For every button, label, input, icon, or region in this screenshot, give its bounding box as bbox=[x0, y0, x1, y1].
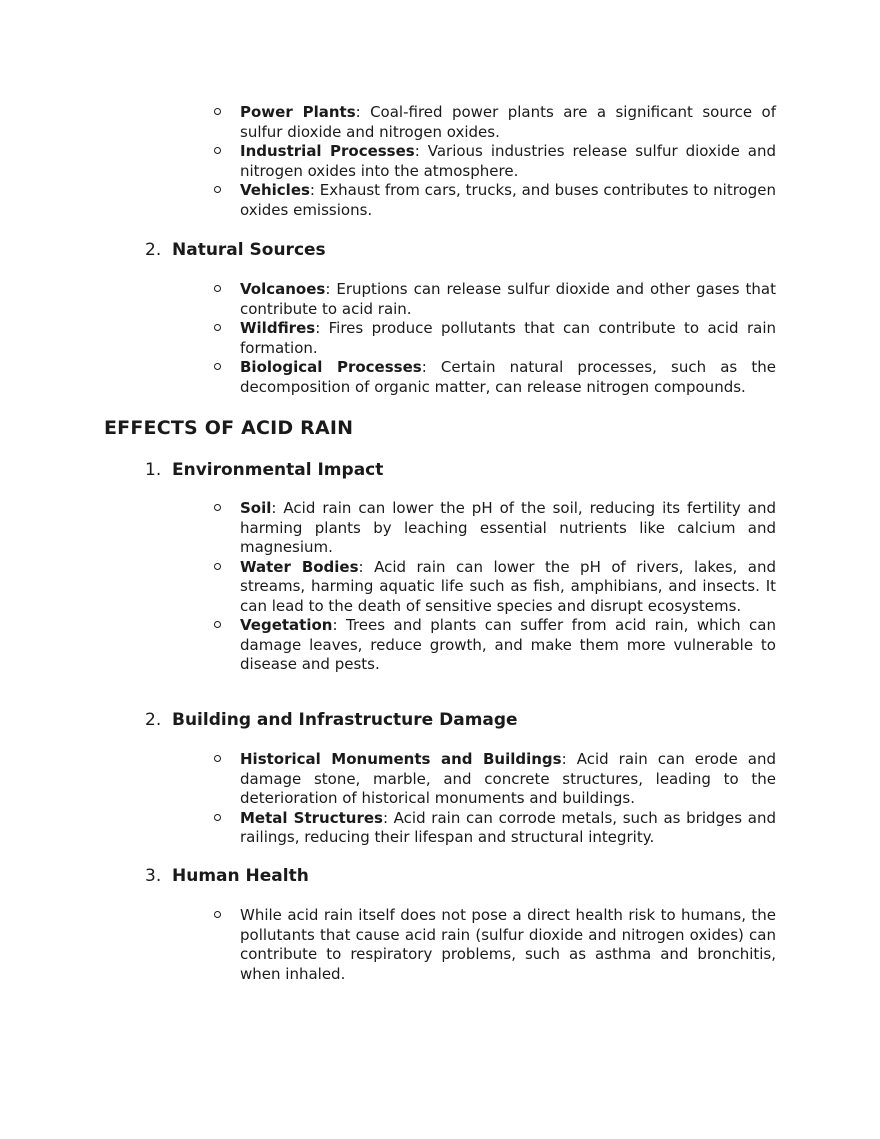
circle-bullet-icon bbox=[214, 319, 221, 339]
circle-bullet-icon bbox=[214, 103, 221, 123]
environmental-impact-list bbox=[212, 499, 776, 675]
heading-title: Building and Infrastructure Damage bbox=[172, 710, 518, 730]
human-health-list bbox=[212, 906, 776, 984]
list-item bbox=[212, 103, 776, 142]
heading-number: 3. bbox=[145, 866, 162, 886]
building-damage-heading bbox=[145, 709, 518, 731]
item-text: : Acid rain can corrode metals, such as bridges and railings, reducing their lifespan and structural integrity. bbox=[240, 808, 776, 846]
heading-title: Environmental Impact bbox=[172, 460, 384, 480]
list-item bbox=[212, 499, 776, 558]
human-health-heading bbox=[145, 865, 309, 887]
item-text: : Coal-fired power plants are a significant source of sulfur dioxide and nitrogen oxides. bbox=[240, 103, 776, 141]
natural-sources-list bbox=[212, 280, 776, 397]
list-item bbox=[212, 142, 776, 181]
list-item bbox=[212, 616, 776, 675]
circle-bullet-icon bbox=[214, 809, 221, 829]
circle-bullet-icon bbox=[214, 906, 221, 926]
list-item bbox=[212, 280, 776, 319]
list-item bbox=[212, 809, 776, 848]
list-item bbox=[212, 558, 776, 617]
item-text: : Acid rain can erode and damage stone, marble, and concrete structures, leading to the deterioration of historical monuments and buildings. bbox=[240, 750, 776, 807]
item-text: : Exhaust from cars, trucks, and buses contributes to nitrogen oxides emissions. bbox=[240, 181, 776, 219]
sources-list bbox=[212, 103, 776, 220]
circle-bullet-icon bbox=[214, 616, 221, 636]
circle-bullet-icon bbox=[214, 181, 221, 201]
heading-number: 2. bbox=[145, 710, 162, 730]
list-item bbox=[212, 181, 776, 220]
list-item bbox=[212, 750, 776, 809]
item-text: : Certain natural processes, such as the decomposition of organic matter, can release nitrogen compounds. bbox=[240, 358, 776, 396]
natural-sources-heading bbox=[145, 239, 326, 261]
circle-bullet-icon bbox=[214, 750, 221, 770]
item-term: Wildfires bbox=[240, 319, 316, 337]
building-damage-list bbox=[212, 750, 776, 848]
heading-number: 1. bbox=[145, 460, 162, 480]
circle-bullet-icon bbox=[214, 558, 221, 578]
heading-title: Human Health bbox=[172, 866, 309, 886]
list-item bbox=[212, 319, 776, 358]
item-text: : Eruptions can release sulfur dioxide and other gases that contribute to acid rain. bbox=[240, 280, 776, 318]
item-text: While acid rain itself does not pose a direct health risk to humans, the pollutants that cause acid rain (sulfur dioxide and nitrogen oxides) can contribute to respiratory problems, such as asthma and bronchitis, when inhaled. bbox=[240, 906, 776, 983]
item-text: : Trees and plants can suffer from acid rain, which can damage leaves, reduce growth, and make them more vulnerable to disease and pests. bbox=[240, 616, 776, 673]
item-term: Soil bbox=[240, 499, 272, 517]
item-term: Vehicles bbox=[240, 181, 310, 199]
item-term: Water Bodies bbox=[240, 557, 359, 576]
item-term: Vegetation bbox=[240, 616, 333, 634]
item-term: Historical Monuments and Buildings bbox=[240, 750, 562, 768]
circle-bullet-icon bbox=[214, 280, 221, 300]
environmental-impact-heading bbox=[145, 459, 383, 481]
item-term: Volcanoes bbox=[240, 280, 326, 298]
effects-heading: EFFECTS OF ACID RAIN bbox=[104, 417, 354, 439]
item-text: : Acid rain can lower the pH of rivers, lakes, and streams, harming aquatic life such as fish, amphibians, and insects. It can lead to the death of sensitive species and disrupt ecosystems. bbox=[240, 557, 776, 615]
list-item bbox=[212, 358, 776, 397]
item-text: : Acid rain can lower the pH of the soil, reducing its fertility and harming plants by leaching essential nutrients like calcium and magnesium. bbox=[240, 499, 776, 556]
list-item bbox=[212, 906, 776, 984]
circle-bullet-icon bbox=[214, 142, 221, 162]
heading-number: 2. bbox=[145, 240, 162, 260]
item-term: Power Plants bbox=[240, 103, 356, 121]
item-text: : Various industries release sulfur dioxide and nitrogen oxides into the atmosphere. bbox=[240, 142, 776, 180]
circle-bullet-icon bbox=[214, 499, 221, 519]
item-term: Metal Structures bbox=[240, 808, 383, 827]
item-term: Biological Processes bbox=[240, 358, 422, 376]
item-term: Industrial Processes bbox=[240, 142, 415, 160]
circle-bullet-icon bbox=[214, 358, 221, 378]
item-text: : Fires produce pollutants that can contribute to acid rain formation. bbox=[240, 319, 776, 357]
heading-title: Natural Sources bbox=[172, 240, 326, 260]
